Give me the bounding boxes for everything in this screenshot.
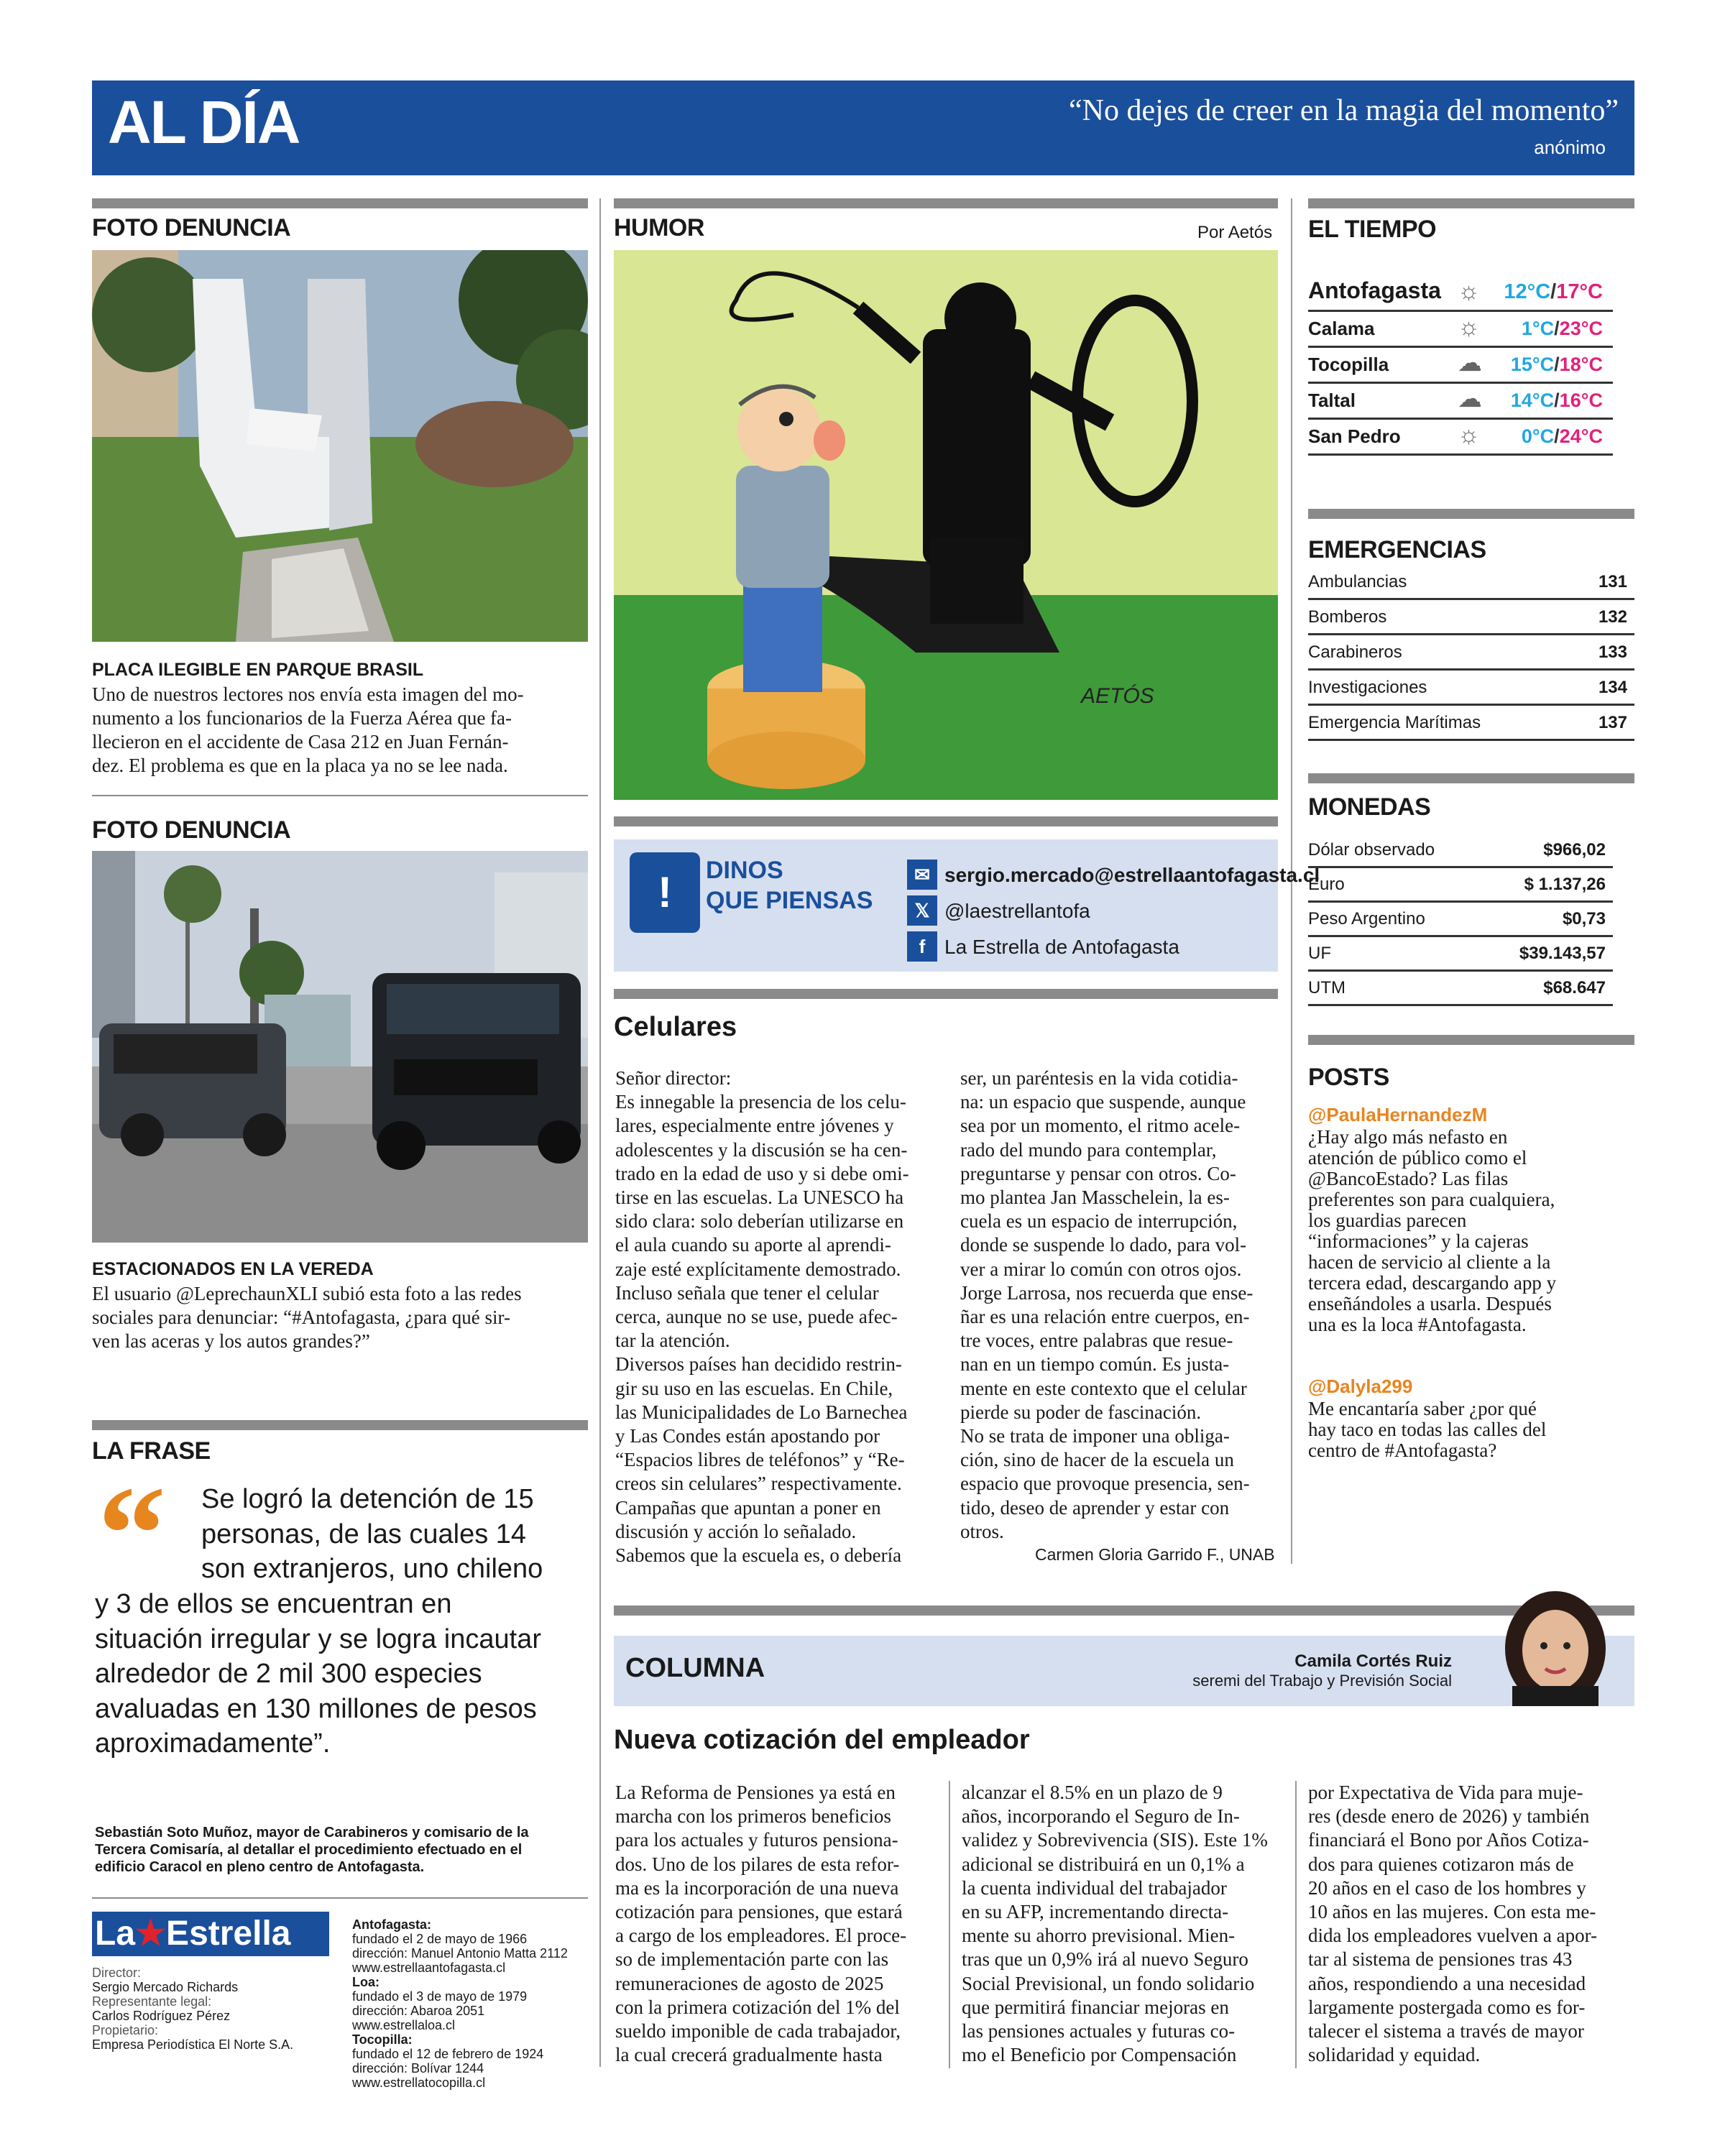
post-body: ¿Hay algo más nefasto en atención de público como el @BancoEstado? Las filas preferentes son para cualquiera, los guardias parecen “informaciones” y la cajeras hacen de servicio al cliente a la tercera edad, descargando app y enseñándoles a usarla. Después una es la loca #Antofagasta. — [1308, 1126, 1557, 1335]
cloud-sun-icon: ☁ — [1458, 349, 1482, 377]
cartoon-signature: AETÓS — [1081, 684, 1154, 708]
frase-quote-top: Se logró la detención de 15 personas, de las cuales 14 son extranjeros, uno chileno — [201, 1484, 543, 1584]
monedas-heading: MONEDAS — [1308, 793, 1431, 821]
monedas-list — [1308, 834, 1613, 1006]
section-title: AL DÍA — [108, 88, 300, 156]
humor-heading: HUMOR — [614, 214, 704, 241]
weather-row: Tocopilla ☁ 15°C/18°C — [1308, 348, 1613, 384]
frase-heading: LA FRASE — [92, 1437, 211, 1465]
divider — [92, 795, 588, 796]
list-item: Carabineros 133 — [1308, 635, 1634, 671]
humor-byline: Por Aetós — [1197, 223, 1273, 242]
photo2-title: ESTACIONADOS EN LA VEREDA — [92, 1259, 374, 1279]
quote-mark-icon: “ — [98, 1459, 166, 1610]
cloud-sun-icon: ☁ — [1458, 385, 1482, 413]
letter-title: Celulares — [614, 1012, 737, 1042]
post-user[interactable]: @Dalyla299 — [1308, 1376, 1413, 1397]
column-divider — [599, 198, 601, 2067]
photo2-caption: El usuario @LeprechaunXLI subió esta foto a las redes sociales para denunciar: “#Antofagasta, ¿para qué sir- ven las aceras y los autos grandes?” — [92, 1283, 522, 1352]
frase-quote-bottom: y 3 de ellos se encuentran en situación irregular y se logra incautar alrededor de 2 mil 300 especies avaluadas en 130 millones de pesos aproximadamente”. — [95, 1589, 541, 1759]
list-item: Euro $ 1.137,26 — [1308, 868, 1613, 903]
author-avatar — [1476, 1591, 1634, 1706]
weather-row: Calama ☼ 1°C/23°C — [1308, 312, 1613, 348]
list-item: Investigaciones 134 — [1308, 671, 1634, 706]
divider — [1308, 773, 1634, 783]
sun-icon: ☼ — [1458, 313, 1481, 341]
list-item: Peso Argentino $0,73 — [1308, 903, 1613, 937]
photo2-heading: FOTO DENUNCIA — [92, 816, 291, 844]
divider — [614, 198, 1278, 208]
columna-author: Camila Cortés Ruiz — [1294, 1651, 1452, 1671]
letter-column-1: Señor director: Es innegable la presencia de los celu- lares, especialmente entre jóvenes y adolescentes y la discusión se ha cen- trado en la edad de uso y si debe omi- tirse en las escuelas. La UNESCO ha sido clara: solo deberían utilizarse en el aula cuando su aporte al aprendi- zaje esté explícitamente demostrado. Incluso señala que tener el celular cerca, aunque no se use, puede afec- tar la atención. Diversos países han decidido restrin- gir su uso en las escuelas. En Chile, las Municipalidades de Lo Barnechea y Las Condes están apostando por “Espacios libres de teléfonos” y “Re- creos sin celulares” respectivamente. Campañas que apuntan a poner en discusión y acción lo señalado. Sabemos que la escuela es, o debería — [615, 1067, 909, 1567]
photo1-heading: FOTO DENUNCIA — [92, 214, 291, 241]
emergencias-list — [1308, 565, 1634, 741]
star-icon: ★ — [135, 1915, 167, 1953]
contact-email[interactable]: sergio.mercado@estrellaantofagasta.cl — [944, 864, 1320, 886]
column-divider — [949, 1781, 950, 2068]
photo1-title: PLACA ILEGIBLE EN PARQUE BRASIL — [92, 660, 424, 680]
divider — [1308, 1035, 1634, 1045]
list-item: Dólar observado $966,02 — [1308, 834, 1613, 868]
posts-heading: POSTS — [1308, 1064, 1389, 1091]
columna-label: COLUMNA — [625, 1653, 765, 1683]
divider — [92, 1420, 588, 1430]
letter-column-2: ser, un paréntesis en la vida cotidia- na: un espacio que suspende, aunque sea por un momento, el ritmo acele- rado del mundo para contemplar, preguntarse y pensar con otros. Co- mo plantea Jan Masschelein, la es- cuela es un espacio de interrupción, donde se suspende lo dado, para vol- ver a mirar lo común con otros ojos. Jorge Larrosa, nos recuerda que ense- ñar es una relación entre cuerpos, en- tre voces, entre palabras que resue- nan en un tiempo común. Es justa- mente en este contexto que el celular pierde su poder de fascinación. No se trata de imponer una obliga- ción, sino de hacer de la escuela un espacio que provoque presencia, sen- tido, deseo de aprender y estar con otros. — [960, 1067, 1254, 1542]
contact-x[interactable]: @laestrellantofa — [944, 900, 1090, 922]
columna-column-2: alcanzar el 8.5% en un plazo de 9 años, incorporando el Seguro de In- validez y Sobrevivencia (SIS). Este 1% adicional se distribuirá en un 0,1% a la cuenta individual del trabajador en su AFP, incrementando directa- mente su ahorro previsional. Mien- tras que un 0,9% irá al nuevo Seguro Social Previsional, un fondo solidario que permitirá financiar mejoras en las pensiones actuales y futuras co- mo el Beneficio por Compensación — [962, 1782, 1268, 2066]
header-quote: “No dejes de creer en la magia del momento” — [1069, 94, 1619, 127]
divider — [1308, 509, 1634, 519]
post-body: Me encantaría saber ¿por qué hay taco en todas las calles del centro de #Antofagasta? — [1308, 1398, 1547, 1461]
column-divider — [1295, 1781, 1297, 2068]
letter-signature: Carmen Gloria Garrido F., UNAB — [1035, 1545, 1275, 1564]
emergencias-heading: EMERGENCIAS — [1308, 536, 1486, 563]
sun-icon: ☼ — [1458, 421, 1481, 448]
divider — [614, 816, 1278, 826]
newspaper-logo[interactable]: La★Estrella — [92, 1912, 329, 1956]
envelope-icon: ✉ — [907, 860, 937, 890]
partly-cloudy-icon: ☼ — [1458, 277, 1481, 305]
divider — [1308, 198, 1634, 208]
columna-author-role: seremi del Trabajo y Previsión Social — [1192, 1672, 1452, 1690]
contact-title: DINOS QUE PIENSAS — [706, 857, 873, 914]
section-header — [92, 80, 1634, 175]
list-item: Ambulancias 131 — [1308, 565, 1634, 600]
list-item: UF $39.143,57 — [1308, 937, 1613, 972]
photo-parked-trucks[interactable] — [92, 851, 588, 1243]
contact-facebook[interactable]: La Estrella de Antofagasta — [944, 936, 1179, 958]
header-quote-author: anónimo — [1534, 137, 1606, 158]
divider — [614, 989, 1278, 999]
weather-row: Taltal ☁ 14°C/16°C — [1308, 384, 1613, 420]
list-item: Emergencia Marítimas 137 — [1308, 706, 1634, 741]
photo-monument[interactable] — [92, 250, 588, 642]
list-item: Bomberos 132 — [1308, 600, 1634, 635]
masthead-staff: Director: Sergio Mercado Richards Representante legal: Carlos Rodríguez Pérez Propietario: Empresa Periodística El Norte S.A. — [92, 1966, 294, 2052]
divider — [92, 198, 588, 208]
weather-row-main: Antofagasta ☼ 12°C/17°C — [1308, 267, 1613, 312]
columna-column-3: por Expectativa de Vida para muje- res (desde enero de 2026) y también financiará el Bono por Años Cotiza- dos para quienes cotizaron más de 20 años en el caso de los hombres y 10 años en las mujeres. Con esta me- dida los empleadores vuelven a apor- tar al sistema de pensiones tras 43 años, respondiendo a una necesidad largamente postergada como es for- talecer el sistema a través de mayor solidaridad y equidad. — [1308, 1782, 1598, 2066]
columna-column-1: La Reforma de Pensiones ya está en marcha con los primeros beneficios para los actuales y futuros pensiona- dos. Uno de los pilares de esta refor- ma es la incorporación de una nueva cotización para pensiones, que estará a cargo de los empleadores. El proce- so de implementación parte con las remuneraciones de agosto de 2025 con la primera cotización del 1% del sueldo imponible de cada trabajador, la cual crecerá gradualmente hasta — [615, 1782, 907, 2066]
columna-title: Nueva cotización del empleador — [614, 1725, 1030, 1755]
facebook-icon: f — [907, 931, 937, 962]
weather-row: San Pedro ☼ 0°C/24°C — [1308, 420, 1613, 456]
masthead-editions: Antofagasta: fundado el 2 de mayo de 1966 dirección: Manuel Antonio Matta 2112 www.estrellaantofagasta.cl Loa: fundado el 3 de mayo de 1979 dirección: Abaroa 2051 www.estrellaloa.cl Tocopilla: fundado el 12 de febrero de 1924 dirección: Bolívar 1244 www.estrellatocopilla.cl — [352, 1917, 568, 2090]
list-item: UTM $68.647 — [1308, 972, 1613, 1006]
weather-heading: EL TIEMPO — [1308, 216, 1437, 243]
photo1-caption: Uno de nuestros lectores nos envía esta imagen del mo- numento a los funcionarios de la Fuerza Aérea que fa- llecieron en el accidente de Casa 212 en Juan Fernán- dez. El problema es que en la placa ya no se lee nada. — [92, 683, 524, 776]
x-logo-icon: 𝕏 — [907, 895, 937, 926]
humor-cartoon[interactable] — [614, 250, 1278, 800]
frase-attribution: Sebastián Soto Muñoz, mayor de Carabineros y comisario de la Tercera Comisaría, al detallar el procedimiento efectuado en el edificio Caracol en pleno centro de Antofagasta. — [95, 1825, 529, 1875]
divider — [92, 1897, 588, 1899]
post-user[interactable]: @PaulaHernandezM — [1308, 1104, 1488, 1125]
speech-bubble-icon: ! — [630, 852, 700, 933]
